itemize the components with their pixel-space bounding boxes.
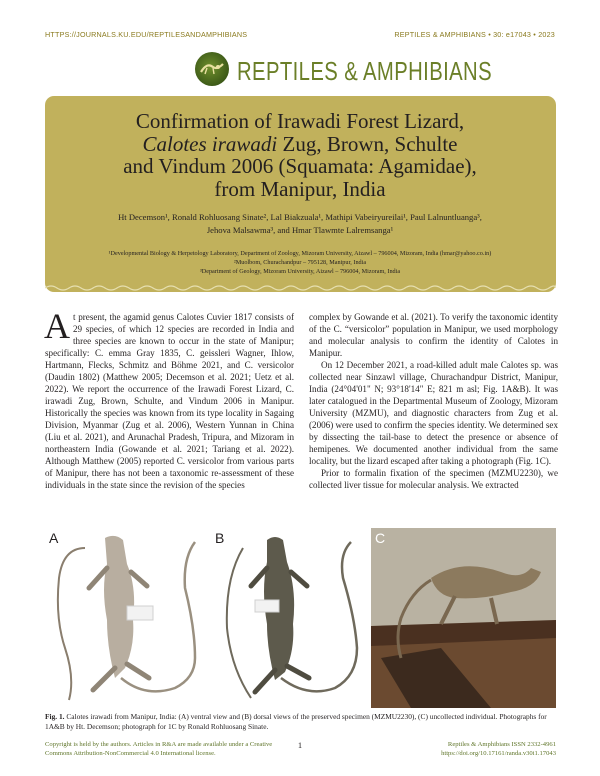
live-lizard-photo [371,528,556,708]
body-column-left [44,306,294,491]
figure-panel-c [371,528,556,708]
affiliation-2: ²Muolbom, Churachandpur – 795128, Manipur, India [233,259,367,266]
authors-line-1: Ht Decemson¹, Ronald Rohluosang Sinate², Lal Biakzuala¹, Mathipi Vabeiryureilai¹, Paul Lalnuntluanga³, [118,212,482,222]
panel-label-b: B [215,530,225,546]
figure-panel-a [45,528,205,708]
running-header [45,30,555,42]
author-list [60,211,540,236]
copyright-notice: Copyright is held by the authors. Articles in R&A are made available under a Creative Commons Attribution-NonCommercial 4.0 International license. [45,741,273,757]
caption-label: Fig. 1. [45,712,65,721]
wave-divider [45,284,556,292]
paragraph-2: On 12 December 2021, a road-killed adult male Calotes sp. was collected near Sinzawl village, Churachandpur District, Manipur, India (24°04'01" N; 93°18'14" E; 821 m asl; Fig. 1A&B). It was later catalogued in the Departmental Museum of Zoology, Mizoram University (MZMU), and diagnostic characters from Zug et al. (2006) were used to confirm the species identity. We determined sex by dissecting the tail-base to detect the presence or absence of hemipenes. We documented another individual from the same locality, but the lizard escaped after taking a photograph (Fig. 1C). [309,360,558,466]
caption-text: Calotes irawadi from Manipur, India: (A) ventral view and (B) dorsal views of the preserved specimen (MZMU2230), (C) uncollected individual. Photographs for 1A&B by Ht. Decemson; photograph for 1C by Ronald Rohluosang Sinate. [45,712,547,731]
panel-label-c: C [375,530,386,546]
page-footer [45,741,556,771]
affiliations [60,249,540,276]
figure-1 [45,528,556,708]
figure-panel-b [211,528,367,708]
figure-caption [45,712,556,732]
title-line-1: Confirmation of Irawadi Forest Lizard, [135,109,465,133]
intro-paragraph [44,306,294,491]
title-species: Calotes irawadi [142,131,278,156]
title-line-3: and Vindum 2006 (Squamata: Agamidae), [123,154,477,178]
title-line-4: from Manipur, India [214,176,386,201]
article-title [60,110,540,200]
page-number: 1 [297,740,303,750]
issn: Reptiles & Amphibians ISSN 2332-4961 [447,741,556,748]
affiliation-1: ¹Developmental Biology & Herpetology Laboratory, Department of Zoology, Mizoram University, Aizawl – 796004, Mizoram, India (hmar@yahoo.co.in) [108,250,492,257]
journal-url[interactable]: HTTPS://JOURNALS.KU.EDU/REPTILESANDAMPHIBIANS [45,30,248,39]
doi-link[interactable]: https://doi.org/10.17161/randa.v30i1.17043 [441,749,556,757]
panel-label-a: A [49,530,59,546]
intro-text: t present, the agamid genus Calotes Cuvier 1817 consists of 29 species, of which 12 species are recorded in India and three species are known to occur in the state of Manipur; specifically: C. emma Gray 1835, C. geissleri Wagner, Ihlow, Hartmann, Flecks, Schmitz and Böhme 2021, and C. versicolor (Daudin 1802) (Matthew 2005; Decemson et al. 2021; Uetz et al. 2022). We report the occurrence of the Irawadi Forest Lizard, C. irawadi Zug, Brown, Schulte, and Vindum 2006 in Manipur. Historically the species was known from its type locality in Sagaing Division, Myanmar (Zug et al. 2006), Western Yunnan in China (Liu et al. 2021), and Arunachal Pradesh, Tripura, and Mizoram in northeastern India (Gowande et al. 2021; Tariang et al. 2022). Although Matthew (2005) reported C. versicolor from various parts of Manipur, there has not been a taxonomic re-assessment of these individuals in the state since the revision of the species [45,312,294,490]
authors-line-2: Jehova Malsawma³, and Hmar Tlawmte Lalremsanga¹ [206,224,394,235]
paragraph-1: complex by Gowande et al. (2021). To verify the taxonomic identity of the C. “versicolor” population in Manipur, we used morphology and molecular analysis to confirm the identity of Calotes in Manipur. [309,312,558,358]
dorsal-lizard-photo [211,528,367,708]
affiliation-3: ³Department of Geology, Mizoram University, Aizawl – 796004, Mizoram, India [199,268,401,275]
paragraph-3: Prior to formalin fixation of the specimen (MZMU2230), we collected liver tissue for molecular analysis. We extracted [309,468,558,490]
journal-name: REPTILES & AMPHIBIANS [237,56,493,86]
body-column-right [309,311,558,491]
lizard-logo-icon [195,52,229,86]
journal-issue: REPTILES & AMPHIBIANS • 30: e17043 • 2023 [394,30,555,39]
ventral-lizard-photo [45,528,205,708]
title-line-2: Zug, Brown, Schulte [277,131,458,156]
dropcap: A [44,306,70,346]
footer-right [356,741,556,758]
journal-masthead [0,50,600,90]
